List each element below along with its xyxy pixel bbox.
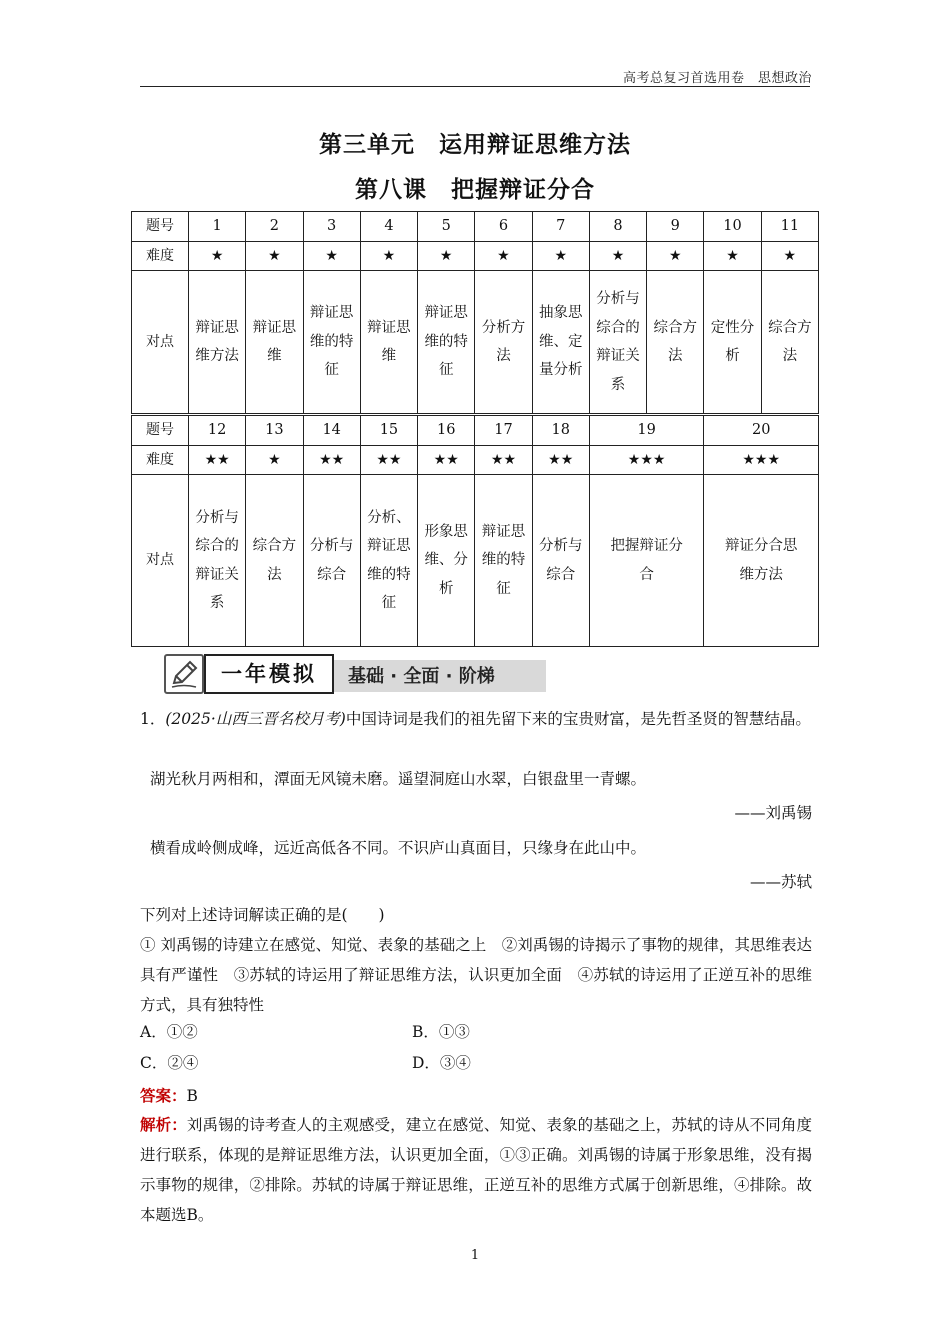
star-cell: ★	[246, 241, 303, 271]
topic-cell: 辩证思维	[246, 271, 303, 415]
star-cell: ★★	[475, 445, 532, 475]
star-cell: ★	[360, 241, 417, 271]
poem-2: 横看成岭侧成峰，远近高低各不同。不识庐山真面目，只缘身在此山中。	[150, 839, 647, 857]
topic-cell: 分析与综合的辩证关系	[589, 271, 646, 415]
question-source: (2025·山西三晋名校月考)	[165, 710, 346, 728]
table-cell: 11	[761, 212, 818, 242]
star-cell: ★★★	[589, 445, 704, 475]
topic-cell: 分析方法	[475, 271, 532, 415]
lesson-title: 第八课 把握辩证分合	[355, 177, 595, 203]
star-cell: ★★	[360, 445, 417, 475]
option-d: D．③④	[412, 1054, 471, 1072]
topic-cell: 抽象思维、定量分析	[532, 271, 589, 415]
row-label-num: 题号	[132, 212, 189, 242]
topic-cell: 把握辩证分合	[589, 475, 704, 647]
page-number: 1	[470, 1248, 480, 1263]
topic-cell: 分析与综合的辩证关系	[189, 475, 246, 647]
topic-cell: 定性分析	[704, 271, 761, 415]
star-cell: ★	[189, 241, 246, 271]
row-label-diff: 难度	[132, 241, 189, 271]
topic-cell: 综合方法	[647, 271, 704, 415]
table-row-topic-1	[132, 271, 819, 415]
topic-cell: 综合方法	[761, 271, 818, 415]
table-cell: 9	[647, 212, 704, 242]
topic-cell: 辩证思维的特征	[418, 271, 475, 415]
question-statements: ① 刘禹锡的诗建立在感觉、知觉、表象的基础之上 ②刘禹锡的诗揭示了事物的规律，其思维表达具有严谨性 ③苏轼的诗运用了辩证思维方法，认识更加全面 ④苏轼的诗运用了正逆互补的思维方式，具有独特性	[140, 936, 812, 1014]
table-cell: 16	[418, 415, 475, 446]
question-stem-text: 中国诗词是我们的祖先留下来的宝贵财富，是先哲圣贤的智慧结晶。	[345, 710, 811, 728]
star-cell: ★	[532, 241, 589, 271]
table-cell: 13	[246, 415, 303, 446]
star-cell: ★★★	[704, 445, 819, 475]
banner-subtitle: 基础 · 全面 · 阶梯	[348, 666, 495, 687]
topic-cell: 辩证思维的特征	[475, 475, 532, 647]
table-cell: 15	[360, 415, 417, 446]
table-row-diff-2	[132, 445, 819, 475]
analysis-label: 解析：	[140, 1116, 187, 1134]
star-cell: ★	[418, 241, 475, 271]
table-row-num-2	[132, 415, 819, 446]
option-c: C．②④	[140, 1054, 199, 1072]
row-label-num: 题号	[132, 415, 189, 446]
poem-2-author: ——苏轼	[749, 873, 812, 891]
table-cell: 2	[246, 212, 303, 242]
running-header: 高考总复习首选用卷 思想政治	[622, 71, 812, 86]
table-cell: 18	[532, 415, 589, 446]
option-a: A．①②	[140, 1023, 198, 1041]
topic-cell: 综合方法	[246, 475, 303, 647]
star-cell: ★★	[189, 445, 246, 475]
star-cell: ★	[246, 445, 303, 475]
topic-cell: 分析与综合	[303, 475, 360, 647]
star-cell: ★★	[532, 445, 589, 475]
question-number: 1．	[140, 710, 166, 728]
topic-cell: 辩证思维的特征	[303, 271, 360, 415]
table-cell: 17	[475, 415, 532, 446]
table-cell: 10	[704, 212, 761, 242]
question-prompt: 下列对上述诗词解读正确的是( )	[140, 906, 385, 924]
star-cell: ★	[761, 241, 818, 271]
analysis-paragraph	[140, 1110, 812, 1230]
table-cell: 4	[360, 212, 417, 242]
banner-title-box	[204, 654, 334, 694]
star-cell: ★	[303, 241, 360, 271]
table-cell: 7	[532, 212, 589, 242]
star-cell: ★★	[303, 445, 360, 475]
unit-title: 第三单元 运用辩证思维方法	[319, 132, 631, 158]
star-cell: ★	[475, 241, 532, 271]
table-cell: 5	[418, 212, 475, 242]
poem-1: 湖光秋月两相和，潭面无风镜未磨。遥望洞庭山水翠，白银盘里一青螺。	[150, 770, 647, 788]
answer-value: B	[186, 1087, 198, 1105]
table-row-diff-1	[132, 241, 819, 271]
row-label-topic: 对点	[132, 271, 189, 415]
difficulty-table	[131, 211, 819, 647]
banner-title: 一年模拟	[221, 662, 317, 686]
table-cell: 12	[189, 415, 246, 446]
row-label-topic: 对点	[132, 475, 189, 647]
table-row-num-1	[132, 212, 819, 242]
topic-cell: 辩证思维	[360, 271, 417, 415]
table-cell: 1	[189, 212, 246, 242]
pencil-icon	[164, 654, 204, 694]
question-stem	[140, 704, 812, 734]
row-label-diff: 难度	[132, 445, 189, 475]
topic-cell: 形象思维、分析	[418, 475, 475, 647]
section-banner	[138, 654, 546, 694]
table-cell: 6	[475, 212, 532, 242]
star-cell: ★★	[418, 445, 475, 475]
answer-label: 答案：	[140, 1087, 187, 1105]
topic-cell: 辩证思维方法	[189, 271, 246, 415]
table-cell: 8	[589, 212, 646, 242]
table-cell: 19	[589, 415, 704, 446]
table-cell: 3	[303, 212, 360, 242]
star-cell: ★	[589, 241, 646, 271]
poem-1-author: ——刘禹锡	[734, 804, 812, 822]
answer-line	[140, 1081, 812, 1111]
table-row-topic-2	[132, 475, 819, 647]
option-b: B．①③	[412, 1023, 470, 1041]
table-cell: 14	[303, 415, 360, 446]
topic-cell: 分析与综合	[532, 475, 589, 647]
analysis-text: 刘禹锡的诗考查人的主观感受，建立在感觉、知觉、表象的基础之上，苏轼的诗从不同角度进行联系，体现的是辩证思维方法，认识更加全面，①③正确。刘禹锡的诗属于形象思维，没有揭示事物的规律，②排除。苏轼的诗属于辩证思维，正逆互补的思维方式属于创新思维，④排除。故本题选B。	[140, 1116, 812, 1224]
star-cell: ★	[704, 241, 761, 271]
star-cell: ★	[647, 241, 704, 271]
table-cell: 20	[704, 415, 819, 446]
header-rule	[140, 86, 810, 87]
topic-cell: 辩证分合思维方法	[704, 475, 819, 647]
topic-cell: 分析、辩证思维的特征	[360, 475, 417, 647]
